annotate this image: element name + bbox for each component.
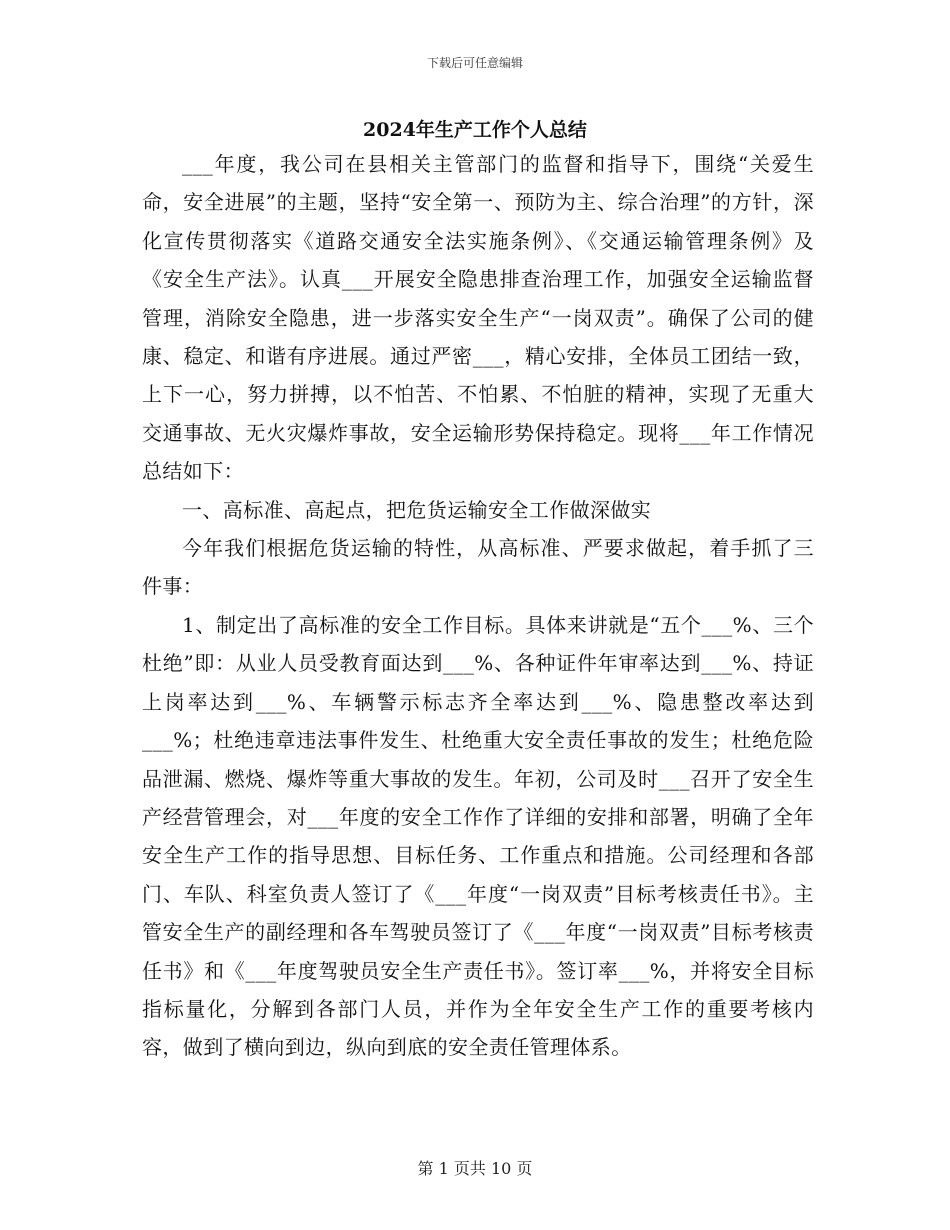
document-title: 2024年生产工作个人总结 [363,119,587,141]
paragraph-item-1: 1、制定出了高标准的安全工作目标。具体来讲就是“五个___%、三个杜绝”即：从业人员受教育面达到___%、各种证件年审率达到___%、持证上岗率达到___%、车辆警示标志齐全率达到___%、隐患整改率达到___%；杜绝违章违法事件发生、杜绝重大安全责任事故的发生；杜绝危险品泄漏、燃烧、爆炸等重大事故的发生。年初，公司及时___召开了安全生产经营管理会，对___年度的安全工作作了详细的安排和部署，明确了全年安全生产工作的指导思想、目标任务、工作重点和措施。公司经理和各部门、车队、科室负责人签订了《___年度“一岗双责”目标考核责任书》。主管安全生产的副经理和各车驾驶员签订了《___年度“一岗双责”目标考核责任书》和《___年度驾驶员安全生产责任书》。签订率___%，并将安全目标指标量化，分解到各部门人员，并作为全年安全生产工作的重要考核内容，做到了横向到边，纵向到底的安全责任管理体系。 [142,612,814,1060]
paragraph-intro: ___年度，我公司在县相关主管部门的监督和指导下，围绕“关爱生命，安全进展”的主题，坚持“安全第一、预防为主、综合治理”的方针，深化宣传贯彻落实《道路交通安全法实施条例》、《交通运输管理条例》及《安全生产法》。认真___开展安全隐患排查治理工作，加强安全运输监督管理，消除安全隐患，进一步落实安全生产“一岗双责”。确保了公司的健康、稳定、和谐有序进展。通过严密___，精心安排，全体员工团结一致，上下一心，努力拼搏，以不怕苦、不怕累、不怕脏的精神，实现了无重大交通事故、无火灾爆炸事故，安全运输形势保持稳定。现将___年工作情况总结如下： [142,152,814,484]
paragraph-section-1-intro: 今年我们根据危货运输的特性，从高标准、严要求做起，着手抓了三件事： [142,536,814,599]
page-number: 第 1 页共 10 页 [417,1159,533,1178]
header-note: 下载后可任意编辑 [426,56,523,70]
section-heading-1: 一、高标准、高起点，把危货运输安全工作做深做实 [182,497,652,522]
document-body [142,145,814,1067]
